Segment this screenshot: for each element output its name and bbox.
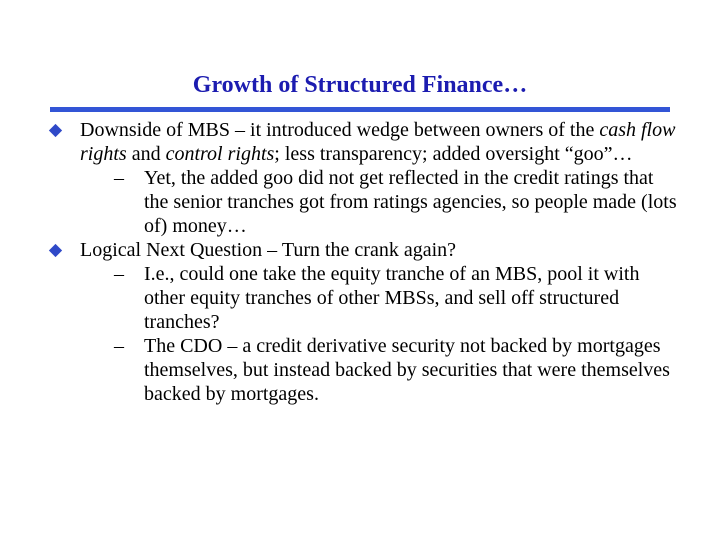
diamond-bullet-icon <box>49 124 62 137</box>
bullet-item <box>0 118 720 166</box>
sub-bullet-item <box>0 166 720 238</box>
sub-bullet-text: I.e., could one take the equity tranche of an MBS, pool it with other equity tranches of other MBSs, and sell off structured tranches? <box>144 263 640 333</box>
dash-marker: – <box>114 335 124 357</box>
sub-bullet-item <box>0 262 720 334</box>
sub-bullet-text: The CDO – a credit derivative security not backed by mortgages themselves, but instead backed by securities that were themselves backed by mortgages. <box>144 335 670 405</box>
sub-bullet-text: Yet, the added goo did not get reflected in the credit ratings that the senior tranches got from ratings agencies, so people made (lots of) money… <box>144 167 677 237</box>
bullet-text: Logical Next Question – Turn the crank again? <box>80 239 457 261</box>
dash-marker: – <box>114 263 124 285</box>
dash-marker: – <box>114 167 124 189</box>
title-underline <box>50 107 670 112</box>
slide-body <box>0 118 720 406</box>
diamond-bullet-icon <box>49 244 62 257</box>
emphasis-text: control rights <box>165 143 275 165</box>
bullet-item <box>0 238 720 262</box>
bullet-text: Downside of MBS – it introduced wedge between owners of the cash flow rights and control rights; less transparency; added oversight “goo”… <box>80 119 676 165</box>
emphasis-text: cash flow rights <box>80 119 676 165</box>
sub-bullet-item <box>0 334 720 406</box>
slide-title: Growth of Structured Finance… <box>192 72 528 98</box>
